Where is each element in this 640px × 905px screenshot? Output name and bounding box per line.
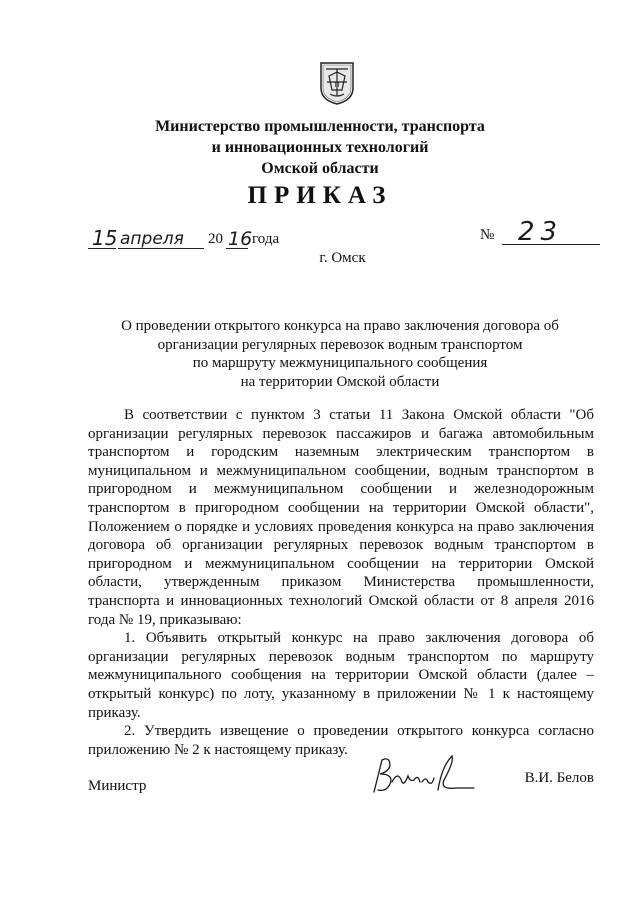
date-suffix: года [252, 231, 280, 247]
date-year-suffix: 16 [228, 228, 253, 250]
document-title: ПРИКАЗ [247, 182, 393, 209]
subject-line-4: на территории Омской области [240, 373, 440, 390]
city: г. Омск [319, 250, 366, 266]
signatory-name: В.И. Белов [524, 770, 594, 786]
ministry-header [0, 116, 640, 179]
date-month: апреля [120, 229, 184, 249]
subject-line-3: по маршруту межмуниципального сообщения [192, 355, 488, 371]
date-year-prefix: 20 [208, 231, 223, 247]
svg-text:П: П [334, 81, 340, 89]
signatory-role: Министр [88, 778, 147, 794]
subject-line-1: О проведении открытого конкурса на право заключения договора об [121, 318, 559, 334]
date-day: 15 [92, 226, 118, 250]
order-date [88, 226, 288, 252]
header-line-3: Омской области [261, 160, 379, 177]
header-line-2: и инновационных технологий [211, 139, 429, 156]
body-preamble: В соответствии с пунктом 3 статьи 11 Закона Омской области "Об организации регулярных перевозок пассажиров и багажа автомобильным транспортом и городским наземным электрическим транспортом в муниципальном и межмуниципальном сообщении, водным транспортом в пригородном и межмуниципальном сообщении и железнодорожным транспортом в пригородном сообщении на территории Омской области", Положением о порядке и условиях проведения конкурса на право заключения договора об организации регулярных перевозок водным транспортом в пригородном и межмуниципальном сообщении на территории Омской области, утвержденным приказом Министерства промышленности, транспорта и инновационных технологий Омской области от 8 апреля 2016 года № 19, приказываю: [88, 407, 594, 628]
order-number [480, 217, 600, 252]
number-label: № [480, 227, 495, 243]
subject-line-2: организации регулярных перевозок водным транспортом [157, 336, 523, 353]
handwritten-signature [368, 752, 478, 796]
signature-block [88, 770, 594, 810]
number-value: 23 [518, 217, 564, 247]
body-item-1: 1. Объявить открытый конкурс на право заключения договора об организации регулярных перевозок водным транспортом по маршруту межмуниципального сообщения на территории Омской области (далее – открытый конкурс) по лоту, указанному в приложении № 1 к настоящему приказу. [88, 630, 594, 721]
header-line-1: Министерство промышленности, транспорта [155, 118, 485, 135]
order-subject [100, 317, 580, 391]
body-item-2: 2. Утвердить извещение о проведении открытого конкурса согласно приложению № 2 к настоящему приказу. [88, 723, 594, 758]
order-body [88, 406, 594, 759]
coat-of-arms-icon [318, 60, 356, 106]
